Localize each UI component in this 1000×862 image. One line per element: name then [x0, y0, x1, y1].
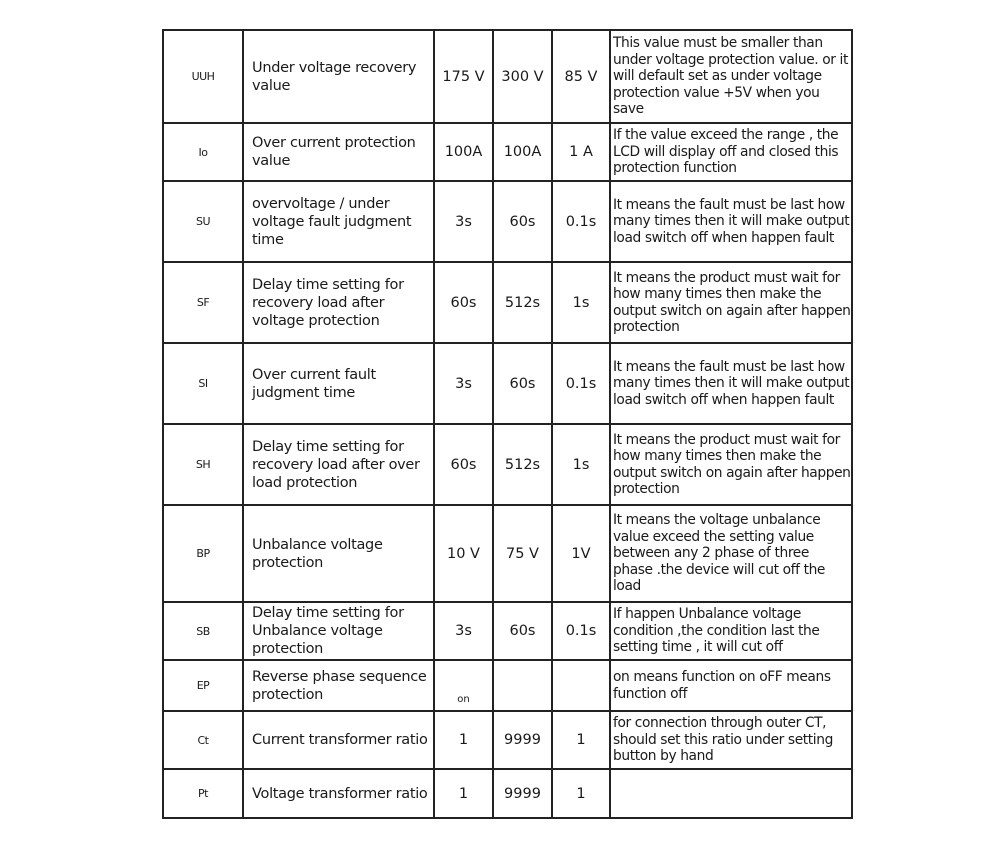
param-min: 1 — [552, 769, 610, 818]
param-max: 9999 — [493, 711, 552, 769]
table-row — [163, 711, 852, 769]
param-max: 60s — [493, 602, 552, 660]
param-min — [552, 660, 610, 711]
table-row — [163, 123, 852, 181]
param-min: 1s — [552, 262, 610, 343]
param-min: 1s — [552, 424, 610, 505]
param-default: 60s — [434, 424, 493, 505]
table-row — [163, 505, 852, 602]
param-code: BP — [163, 505, 243, 602]
param-default: 1 — [434, 711, 493, 769]
param-code: Ct — [163, 711, 243, 769]
param-default-value: on — [457, 694, 470, 705]
param-name: Unbalance voltage protection — [243, 505, 434, 602]
param-note: This value must be smaller than under voltage protection value. or it will default set as under voltage protection value +5V when you save — [610, 30, 852, 123]
param-max: 512s — [493, 424, 552, 505]
param-note: It means the fault must be last how many times then it will make output load switch off when happen fault — [610, 181, 852, 262]
table-row — [163, 181, 852, 262]
table-row — [163, 343, 852, 424]
param-note: If happen Unbalance voltage condition ,the condition last the setting time , it will cut off — [610, 602, 852, 660]
table-row — [163, 660, 852, 711]
param-note: It means the fault must be last how many times then it will make output load switch off when happen fault — [610, 343, 852, 424]
param-max: 512s — [493, 262, 552, 343]
table-row — [163, 262, 852, 343]
param-name: Over current protection value — [243, 123, 434, 181]
param-name: overvoltage / under voltage fault judgment time — [243, 181, 434, 262]
param-note: It means the product must wait for how many times then make the output switch on again after happen protection — [610, 424, 852, 505]
param-min: 85 V — [552, 30, 610, 123]
param-code: SH — [163, 424, 243, 505]
param-max: 100A — [493, 123, 552, 181]
param-default: 175 V — [434, 30, 493, 123]
param-min: 0.1s — [552, 602, 610, 660]
param-code: SF — [163, 262, 243, 343]
param-note: for connection through outer CT, should set this ratio under setting button by hand — [610, 711, 852, 769]
param-default: 3s — [434, 602, 493, 660]
param-min: 1 — [552, 711, 610, 769]
param-min: 1V — [552, 505, 610, 602]
param-code: EP — [163, 660, 243, 711]
table-row — [163, 424, 852, 505]
param-max: 75 V — [493, 505, 552, 602]
param-default — [434, 660, 493, 711]
param-default: 100A — [434, 123, 493, 181]
parameter-table — [162, 29, 853, 819]
param-code: SB — [163, 602, 243, 660]
param-code: SI — [163, 343, 243, 424]
param-min: 0.1s — [552, 343, 610, 424]
param-code: UUH — [163, 30, 243, 123]
param-default: 3s — [434, 181, 493, 262]
param-name: Under voltage recovery value — [243, 30, 434, 123]
param-note — [610, 769, 852, 818]
param-min: 0.1s — [552, 181, 610, 262]
param-max: 60s — [493, 343, 552, 424]
param-default: 10 V — [434, 505, 493, 602]
param-code: Io — [163, 123, 243, 181]
param-name: Voltage transformer ratio — [243, 769, 434, 818]
param-code: Pt — [163, 769, 243, 818]
param-name: Current transformer ratio — [243, 711, 434, 769]
param-note: It means the product must wait for how many times then make the output switch on again after happen protection — [610, 262, 852, 343]
param-max — [493, 660, 552, 711]
param-note: It means the voltage unbalance value exceed the setting value between any 2 phase of three phase .the device will cut off the load — [610, 505, 852, 602]
table-row — [163, 769, 852, 818]
param-name: Over current fault judgment time — [243, 343, 434, 424]
param-note: If the value exceed the range , the LCD will display off and closed this protection function — [610, 123, 852, 181]
param-name: Delay time setting for Unbalance voltage protection — [243, 602, 434, 660]
param-default: 3s — [434, 343, 493, 424]
param-note: on means function on oFF means function off — [610, 660, 852, 711]
param-max: 300 V — [493, 30, 552, 123]
param-max: 60s — [493, 181, 552, 262]
param-max: 9999 — [493, 769, 552, 818]
param-default: 1 — [434, 769, 493, 818]
table-row — [163, 602, 852, 660]
param-min: 1 A — [552, 123, 610, 181]
param-code: SU — [163, 181, 243, 262]
param-name: Delay time setting for recovery load after voltage protection — [243, 262, 434, 343]
param-default: 60s — [434, 262, 493, 343]
table-row — [163, 30, 852, 123]
param-name: Delay time setting for recovery load after over load protection — [243, 424, 434, 505]
param-name: Reverse phase sequence protection — [243, 660, 434, 711]
